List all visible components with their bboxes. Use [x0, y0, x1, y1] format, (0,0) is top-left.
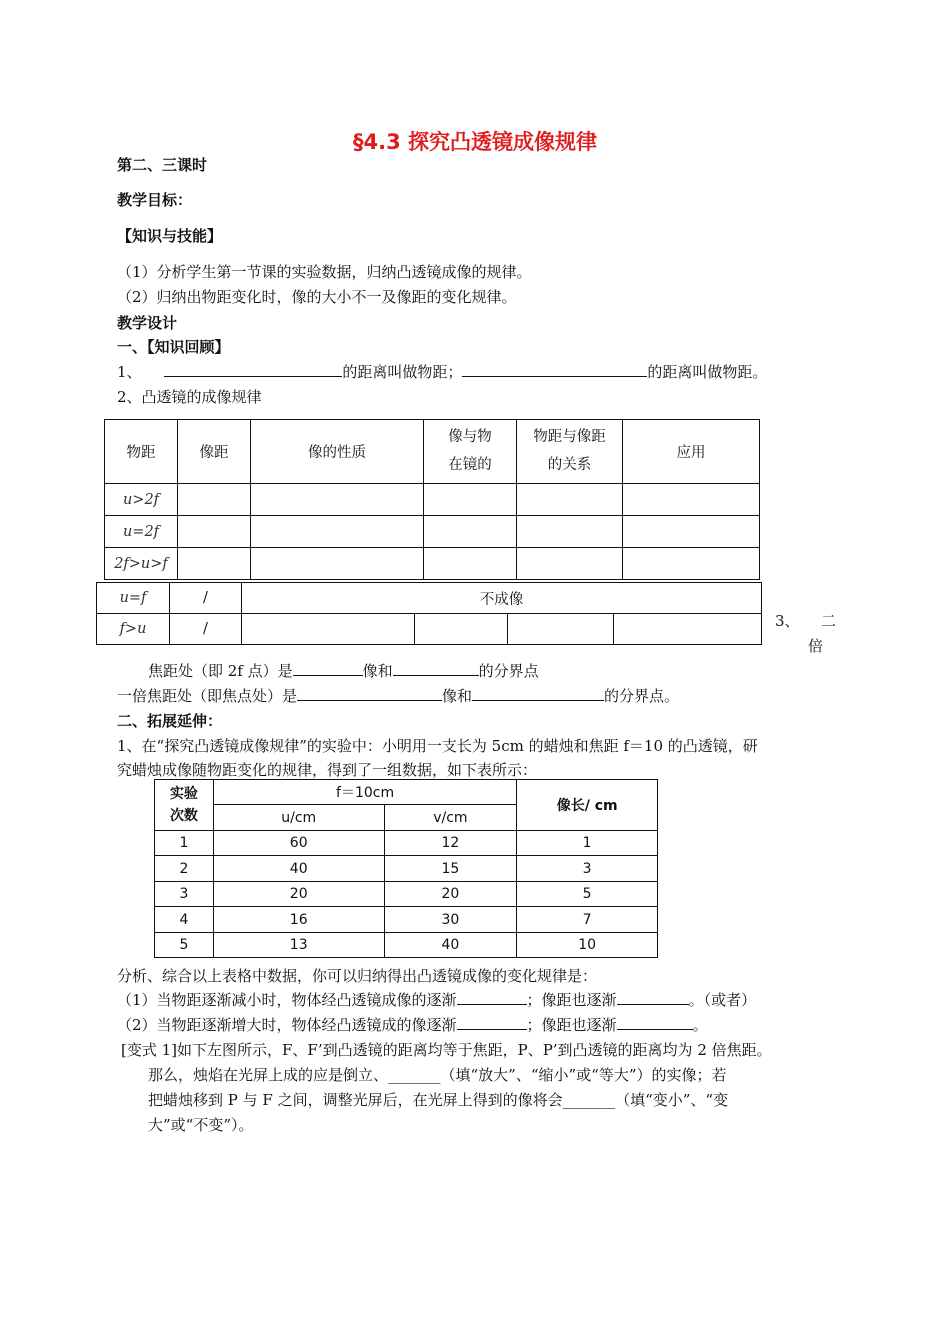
q1-prefix: 1、: [117, 363, 142, 381]
analysis-2-mid: ；像距也逐渐: [526, 1016, 617, 1034]
q1-mid: 的距离叫做物距；: [342, 363, 463, 381]
focal-blank-3[interactable]: [297, 686, 442, 701]
row-image-distance: /: [170, 614, 242, 645]
q3-number: 3、: [775, 612, 800, 630]
table-cell[interactable]: [415, 614, 508, 645]
cell: 20: [213, 882, 384, 907]
focal-line-1-mid: 像和: [362, 662, 393, 680]
col-header-image-distance: 像距: [178, 420, 251, 484]
analysis-2-text: （2）当物距逐渐增大时，物体经凸透镜成的像逐渐: [117, 1016, 457, 1034]
row-label: u>2f: [105, 484, 178, 516]
header-u: u/cm: [213, 805, 384, 831]
col-header-image-nature: 像的性质: [251, 420, 424, 484]
no-image-note: 不成像: [242, 583, 762, 614]
q3-char-bei: 倍: [808, 637, 824, 655]
row-label: u=2f: [105, 516, 178, 548]
variant-1-line3: 把蜡烛移到 P 与 F 之间，调整光屏后，在光屏上得到的像将会_______（填“变小”、“变: [148, 1091, 729, 1109]
page-title: §4.3 探究凸透镜成像规律: [352, 130, 597, 154]
focal-blank-4[interactable]: [472, 686, 604, 701]
focal-line-1-text: 焦距处（即 2f 点）是: [148, 662, 293, 680]
cell: 30: [384, 907, 517, 933]
table-cell[interactable]: [623, 548, 760, 580]
col-header-object-distance: 物距: [105, 420, 178, 484]
table-cell[interactable]: [517, 548, 623, 580]
goal-heading: 教学目标：: [117, 191, 193, 209]
col-header-application: 应用: [623, 420, 760, 484]
analysis-text: 分析、综合以上表格中数据，你可以归纳得出凸透镜成像的变化规律是：: [117, 967, 598, 985]
analysis-2-end: 。: [692, 1016, 708, 1034]
header-focal-length: f＝10cm: [213, 780, 516, 805]
analysis-blank-3[interactable]: [457, 1015, 527, 1030]
table-cell[interactable]: [251, 516, 424, 548]
cell: 60: [213, 831, 384, 856]
cell: 5: [155, 933, 214, 958]
table-cell[interactable]: [424, 548, 517, 580]
table-cell[interactable]: [623, 484, 760, 516]
skill-item-1: （1）分析学生第一节课的实验数据，归纳凸透镜成像的规律。: [117, 263, 532, 281]
table-cell[interactable]: [517, 484, 623, 516]
table-row: [155, 907, 658, 933]
q1-blank-2[interactable]: [462, 362, 647, 377]
focal-line-1: [148, 660, 539, 681]
table-cell[interactable]: [517, 516, 623, 548]
cell: 4: [155, 907, 214, 933]
col-header-side: 像与物 在镜的: [424, 420, 517, 484]
cell: 12: [384, 831, 517, 856]
table-row: [105, 484, 760, 516]
cell: 1: [155, 831, 214, 856]
row-label: 2f>u>f: [105, 548, 178, 580]
cell: 20: [384, 882, 517, 907]
table-cell[interactable]: [424, 516, 517, 548]
q1-suffix: 的距离叫做物距。: [647, 363, 768, 381]
cell: 2: [155, 856, 214, 882]
row-label: u=f: [97, 583, 170, 614]
cell: 13: [213, 933, 384, 958]
extend-heading: 二、拓展延伸：: [117, 712, 223, 730]
table-cell[interactable]: [508, 614, 614, 645]
review-heading: 一、【知识回顾】: [117, 338, 230, 356]
analysis-blank-2[interactable]: [617, 990, 689, 1005]
cell: 1: [517, 831, 658, 856]
focal-blank-2[interactable]: [393, 661, 479, 676]
table-row: [155, 856, 658, 882]
table-cell[interactable]: [242, 614, 415, 645]
table-cell[interactable]: [251, 548, 424, 580]
variant-1-line2: 那么，烛焰在光屏上成的应是倒立、_______（填“放大”、“缩小”或“等大”）的实像；若: [148, 1066, 727, 1084]
cell: 3: [155, 882, 214, 907]
q3-char-er: 二: [821, 612, 837, 630]
variant-1-line4: 大”或“不变”）。: [148, 1116, 254, 1134]
cell: 5: [517, 882, 658, 907]
skill-item-2: （2）归纳出物距变化时，像的大小不一及像距的变化规律。: [117, 288, 517, 306]
table-cell[interactable]: [178, 548, 251, 580]
table-row: [155, 882, 658, 907]
question-1: [117, 361, 767, 382]
analysis-blank-4[interactable]: [617, 1015, 693, 1030]
focal-line-2-mid: 像和: [442, 687, 473, 705]
table-cell[interactable]: [178, 516, 251, 548]
table-cell[interactable]: [251, 484, 424, 516]
analysis-blank-1[interactable]: [457, 990, 527, 1005]
focal-blank-1[interactable]: [293, 661, 363, 676]
row-image-distance: /: [170, 583, 242, 614]
analysis-item-2: [117, 1014, 708, 1035]
extend-q1-line2: 究蜡烛成像随物距变化的规律，得到了一组数据，如下表所示：: [117, 761, 538, 779]
focal-line-1-end: 的分界点: [478, 662, 539, 680]
table-cell[interactable]: [614, 614, 762, 645]
q1-blank-1[interactable]: [164, 362, 342, 377]
cell: 10: [517, 933, 658, 958]
cell: 7: [517, 907, 658, 933]
variant-1-line1: [变式 1]如下左图所示，F、F’到凸透镜的距离均等于焦距，P、P’到凸透镜的距离均为 2 倍焦距。: [121, 1041, 772, 1059]
imaging-rule-table-continued: [96, 582, 762, 645]
col-header-relation: 物距与像距 的关系: [517, 420, 623, 484]
cell: 15: [384, 856, 517, 882]
header-image-length: 像长/ cm: [517, 780, 658, 831]
analysis-1-end: 。（或者）: [688, 991, 757, 1009]
lesson-label: 第二、三课时: [117, 156, 208, 174]
question-2: 2、凸透镜的成像规律: [117, 388, 262, 406]
focal-line-2-text: 一倍焦距处（即焦点处）是: [117, 687, 298, 705]
cell: 16: [213, 907, 384, 933]
table-row: [155, 933, 658, 958]
table-cell[interactable]: [178, 484, 251, 516]
focal-line-2: [117, 685, 679, 706]
cell: 40: [384, 933, 517, 958]
header-v: v/cm: [384, 805, 517, 831]
table-cell[interactable]: [424, 484, 517, 516]
table-row: [105, 548, 760, 580]
focal-line-2-end: 的分界点。: [604, 687, 680, 705]
analysis-item-1: [117, 989, 756, 1010]
header-experiment-line1: 实验: [169, 785, 198, 802]
analysis-1-text: （1）当物距逐渐减小时，物体经凸透镜成像的逐渐: [117, 991, 457, 1009]
table-row: [97, 614, 762, 645]
skill-heading: 【知识与技能】: [117, 227, 223, 245]
header-experiment: [155, 780, 214, 831]
analysis-1-mid: ；像距也逐渐: [526, 991, 617, 1009]
table-row: [155, 831, 658, 856]
imaging-rule-table: [104, 419, 760, 580]
design-heading: 教学设计: [117, 314, 178, 332]
cell: 3: [517, 856, 658, 882]
experiment-data-table: [154, 779, 658, 958]
cell: 40: [213, 856, 384, 882]
table-cell[interactable]: [623, 516, 760, 548]
table-row: [105, 516, 760, 548]
header-experiment-line2: 次数: [169, 808, 198, 824]
row-label: f>u: [97, 614, 170, 645]
extend-q1-line1: 1、在“探究凸透镜成像规律”的实验中：小明用一支长为 5cm 的蜡烛和焦距 f＝10 的凸透镜，研: [117, 737, 758, 755]
table-row: [97, 583, 762, 614]
